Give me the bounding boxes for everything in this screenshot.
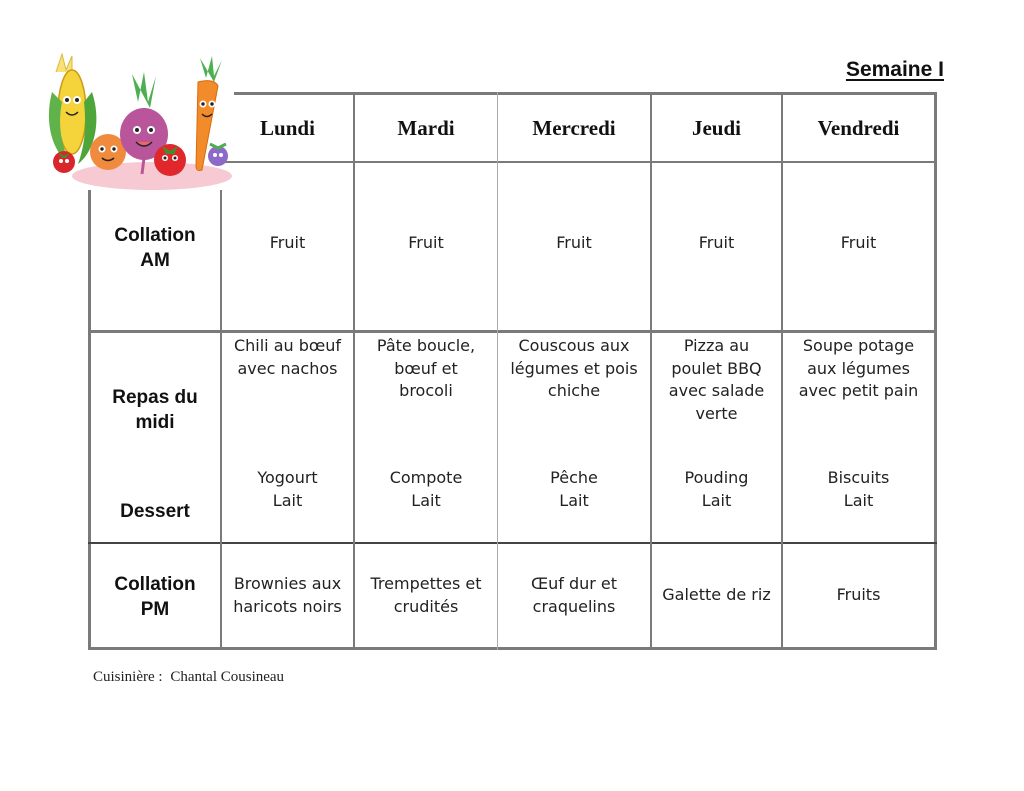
- collation-pm-lundi: Brownies aux haricots noirs: [233, 574, 342, 616]
- dessert-jeudi: Pouding Lait: [684, 468, 749, 510]
- cook-name: Chantal Cousineau: [170, 669, 285, 685]
- day-header-mercredi: Mercredi: [532, 115, 616, 140]
- dessert-mardi: Compote Lait: [389, 468, 463, 510]
- repas-lundi: Chili au bœuf avec nachos: [233, 336, 342, 378]
- cook-credit: [93, 669, 284, 686]
- row-label-dessert: Dessert: [120, 501, 190, 522]
- repas-mercredi: Couscous aux légumes et pois chiche: [510, 336, 638, 400]
- dessert-lundi: Yogourt Lait: [257, 468, 318, 510]
- dessert-vendredi: Biscuits Lait: [827, 468, 890, 510]
- day-header-vendredi: Vendredi: [817, 115, 900, 140]
- repas-mardi: Pâte boucle, bœuf et brocoli: [376, 336, 476, 400]
- collation-am-mardi: Fruit: [408, 233, 444, 252]
- collation-am-mercredi: Fruit: [556, 233, 592, 252]
- collation-pm-vendredi: Fruits: [836, 585, 881, 605]
- collation-pm-jeudi: Galette de riz: [662, 585, 771, 605]
- day-header-lundi: Lundi: [260, 115, 315, 140]
- cook-label: Cuisinière :: [93, 669, 163, 685]
- day-header-mardi: Mardi: [397, 115, 455, 140]
- row-label-repas-du-midi: Repas du midi: [112, 387, 198, 433]
- collation-pm-mardi: Trempettes et crudités: [370, 574, 482, 616]
- collation-am-jeudi: Fruit: [698, 233, 735, 252]
- row-label-collation-pm: Collation PM: [114, 574, 196, 620]
- repas-vendredi: Soupe potage aux légumes avec petit pain: [798, 336, 919, 400]
- week-title: Semaine I: [845, 58, 944, 81]
- collation-am-lundi: Fruit: [269, 233, 306, 252]
- collation-pm-mercredi: Œuf dur et craquelins: [530, 574, 618, 616]
- vegetables-group-icon: [42, 52, 238, 196]
- dessert-mercredi: Pêche Lait: [550, 468, 598, 510]
- collation-am-vendredi: Fruit: [840, 233, 877, 252]
- day-header-jeudi: Jeudi: [691, 115, 741, 140]
- repas-jeudi: Pizza au poulet BBQ avec salade verte: [668, 336, 765, 423]
- row-label-collation-am: Collation AM: [114, 225, 196, 271]
